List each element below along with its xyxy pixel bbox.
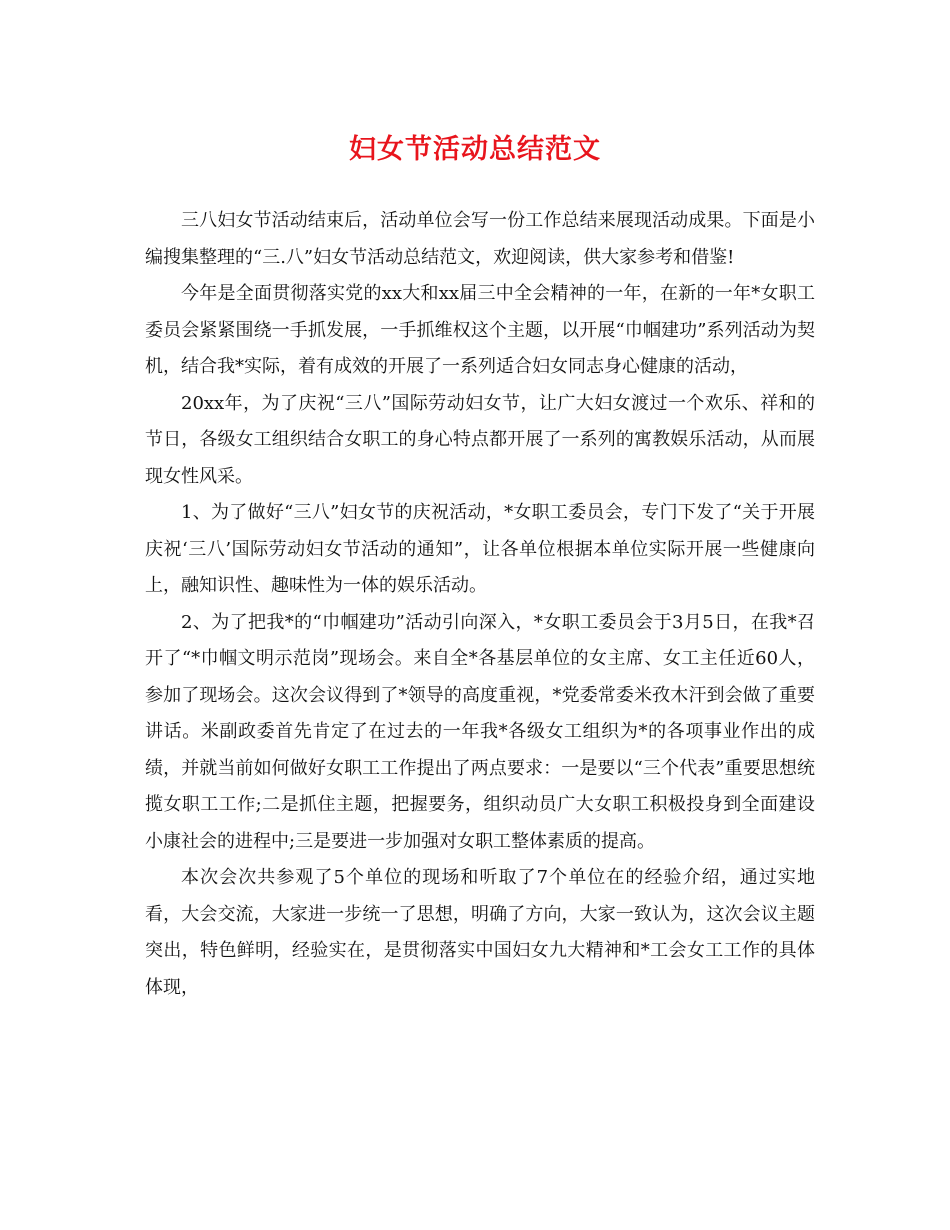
- paragraph-item-2: 2、为了把我*的“巾帼建功”活动引向深入，*女职工委员会于3月5日，在我*召开了“*巾帼文明示范岗”现场会。来自全*各基层单位的女主席、女工主任近60人，参加了现场会。这次会议得到了*领导的高度重视，*党委常委米孜木汗到会做了重要讲话。米副政委首先肯定了在过去的一年我*各级女工组织为*的各项事业作出的成绩，并就当前如何做好女职工工作提出了两点要求：一是要以“三个代表”重要思想统揽女职工工作;二是抓住主题，把握要务，组织动员广大女职工积极投身到全面建设小康社会的进程中;三是要进一步加强对女职工整体素质的提高。: [145, 611, 815, 852]
- paragraph-theme: 今年是全面贯彻落实党的xx大和xx届三中全会精神的一年，在新的一年*女职工委员会紧紧围绕一手抓发展，一手抓维权这个主题，以开展“巾帼建功”系列活动为契机，结合我*实际，着有成效的开展了一系列适合妇女同志身心健康的活动，: [145, 283, 815, 377]
- paragraph-celebration: 20xx年，为了庆祝“三八”国际劳动妇女节，让广大妇女渡过一个欢乐、祥和的节日，各级女工组织结合女职工的身心特点都开展了一系列的寓教娱乐活动，从而展现女性风采。: [145, 392, 815, 487]
- paragraph-conclusion: 本次会次共参观了5个单位的现场和听取了7个单位在的经验介绍，通过实地看，大会交流，大家进一步统一了思想，明确了方向，大家一致认为，这次会议主题突出，特色鲜明，经验实在，是贯彻落实中国妇女九大精神和*工会女工工作的具体体现，: [145, 867, 815, 998]
- paragraph-intro: 三八妇女节活动结束后，活动单位会写一份工作总结来展现活动成果。下面是小编搜集整理的“三.八”妇女节活动总结范文，欢迎阅读，供大家参考和借鉴!: [145, 210, 815, 268]
- page-title: 妇女节活动总结范文: [349, 134, 601, 165]
- paragraph-item-1: 1、为了做好“三八”妇女节的庆祝活动，*女职工委员会，专门下发了“关于开展庆祝‘三八’国际劳动妇女节活动的通知”，让各单位根据本单位实际开展一些健康向上，融知识性、趣味性为一体的娱乐活动。: [145, 502, 815, 596]
- document-body: [145, 203, 815, 1006]
